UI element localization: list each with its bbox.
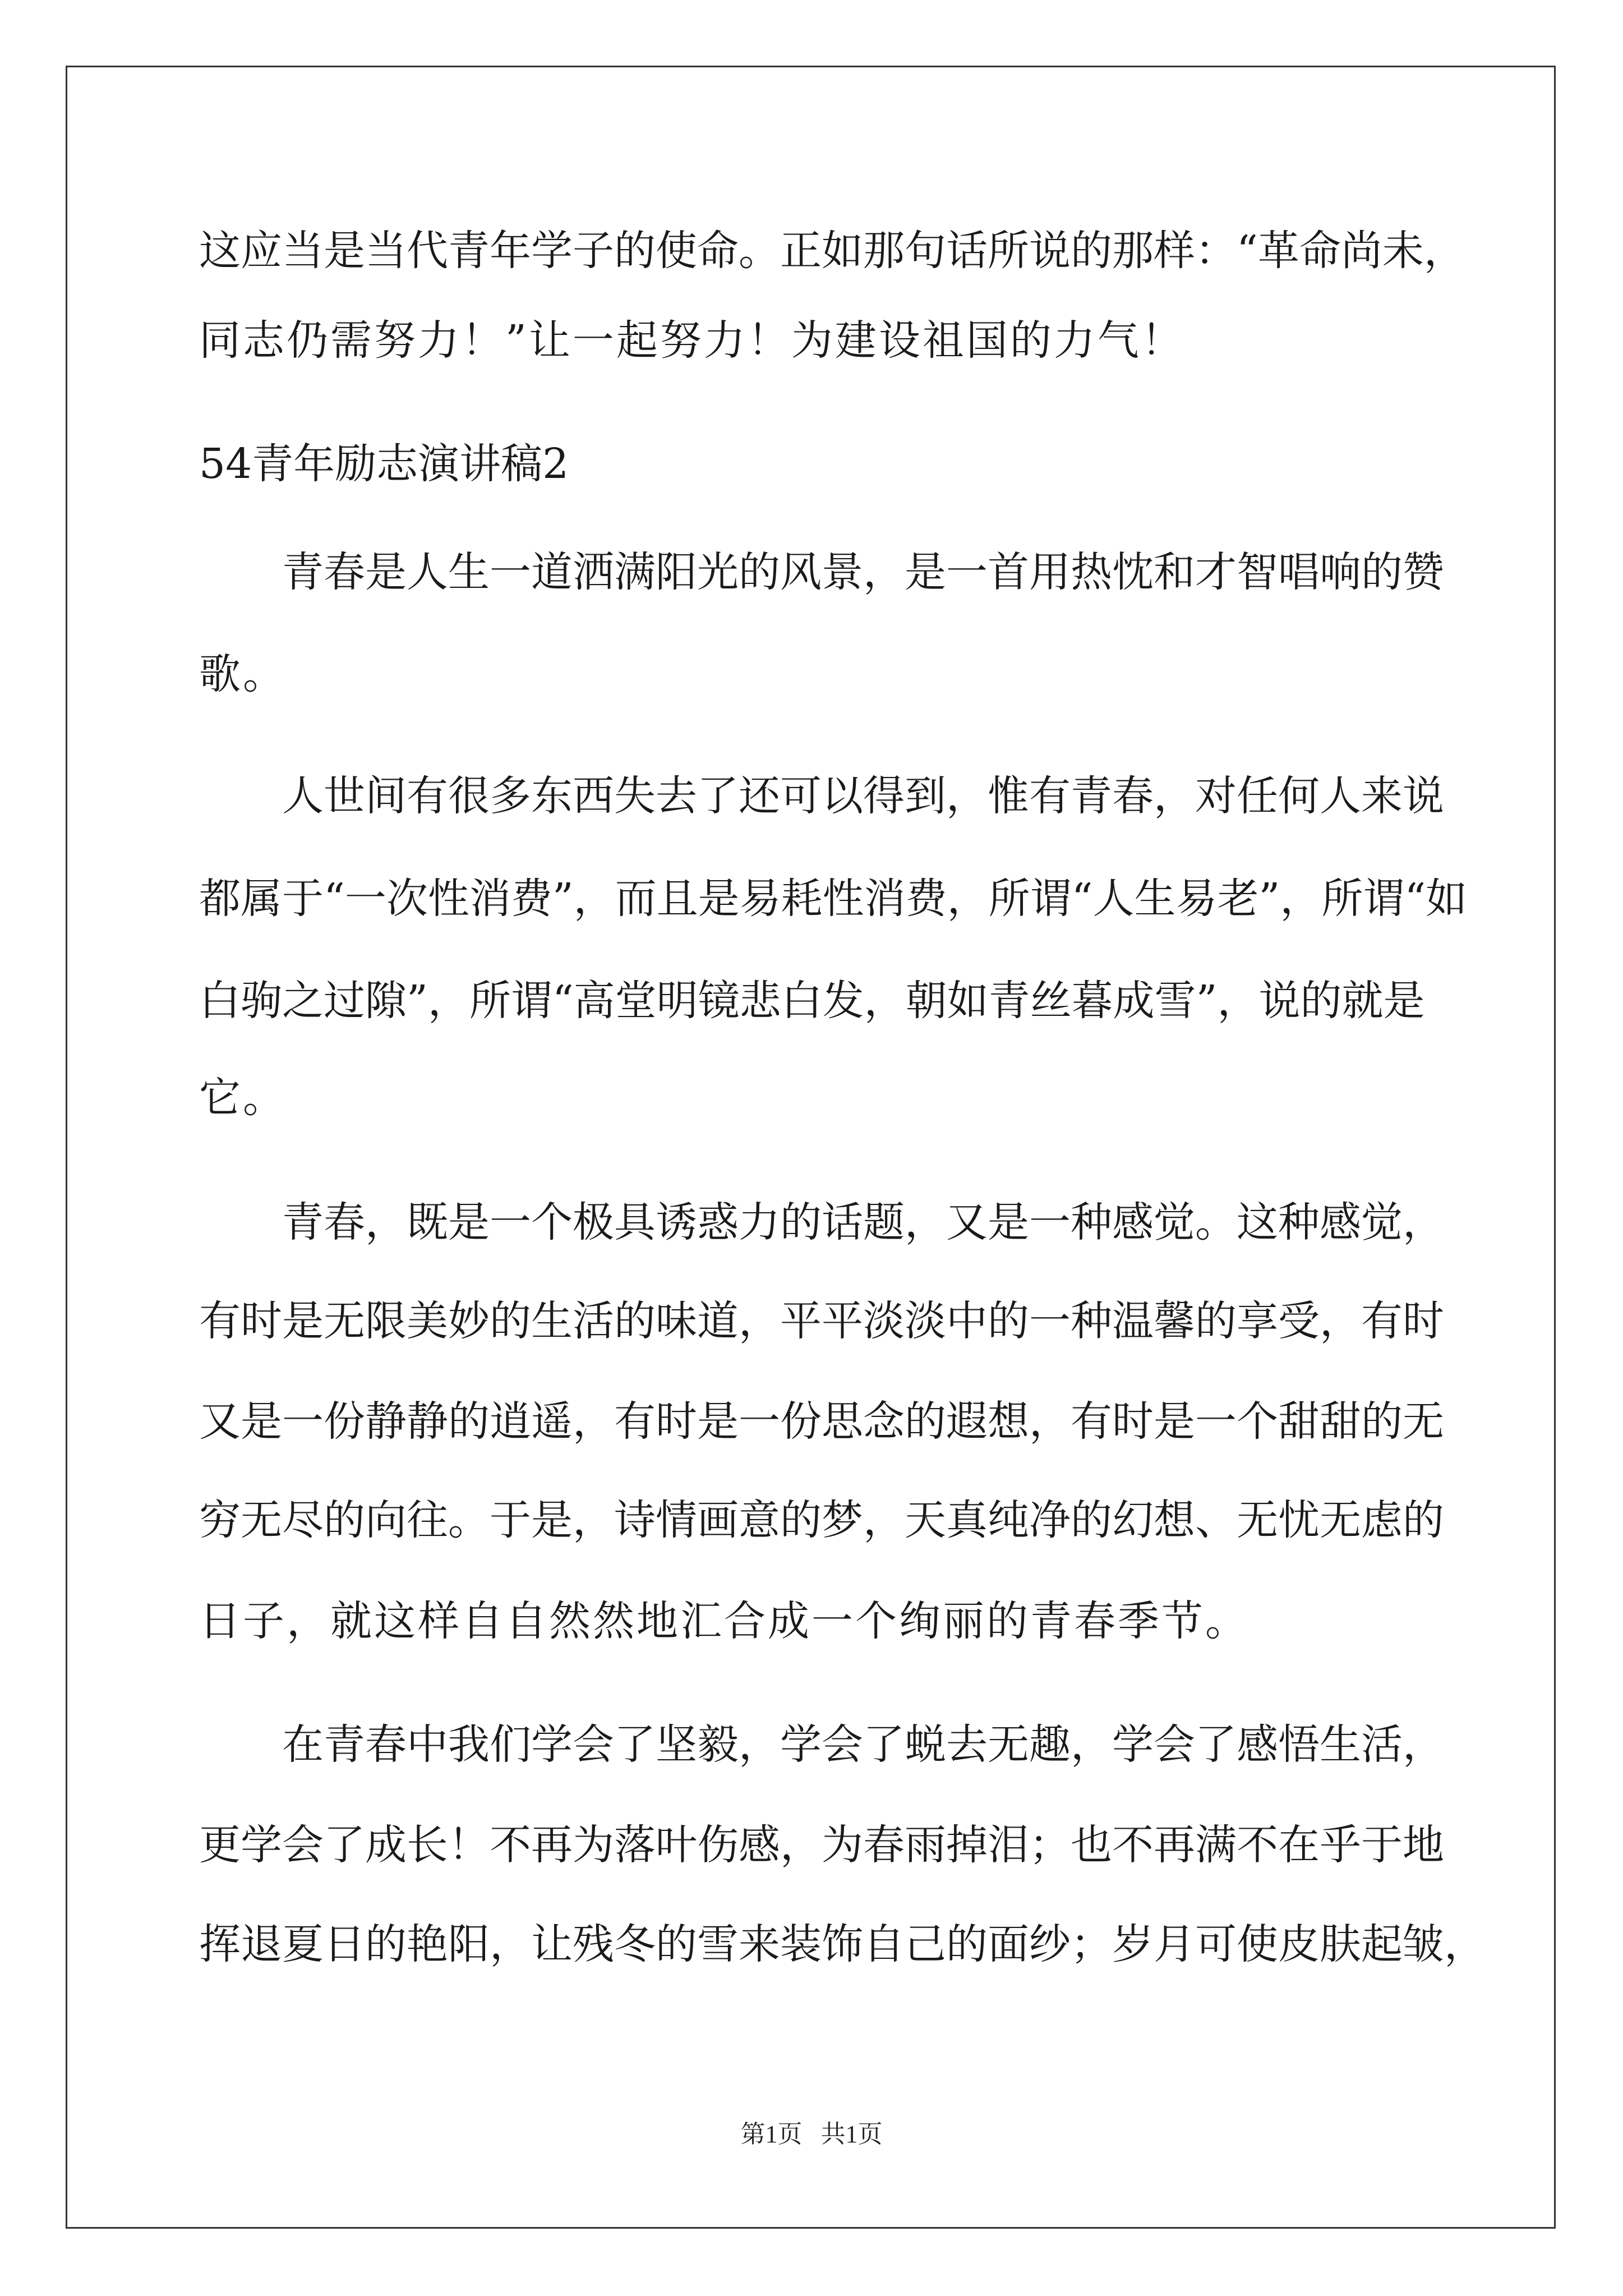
paragraph-first-line: 青春是人生一道洒满阳光的风景，是一首用热忱和才智唱响的赞 xyxy=(282,548,1444,596)
page-border xyxy=(66,66,1556,2229)
body-text-line: 挥退夏日的艳阳，让残冬的雪来装饰自己的面纱；岁月可使皮肤起皱， xyxy=(199,1920,1486,1968)
paragraph-first-line: 青春，既是一个极具诱惑力的话题，又是一种感觉。这种感觉， xyxy=(282,1198,1444,1246)
body-text-line: 它。 xyxy=(199,1074,287,1122)
paragraph-first-line: 在青春中我们学会了坚毅，学会了蜕去无趣，学会了感悟生活， xyxy=(282,1720,1444,1769)
body-text-line: 都属于“一次性消费”，而且是易耗性消费，所谓“人生易老”，所谓“如 xyxy=(199,875,1468,923)
body-text-line: 日子，就这样自自然然地汇合成一个绚丽的青春季节。 xyxy=(199,1597,1249,1645)
body-text-line: 这应当是当代青年学子的使命。正如那句话所说的那样：“革命尚未， xyxy=(199,227,1465,275)
section-heading: 54青年励志演讲稿2 xyxy=(199,440,569,488)
page-footer: 第1页 共1页 xyxy=(740,2120,883,2148)
body-text-line: 有时是无限美妙的生活的味道，平平淡淡中的一种温馨的享受，有时 xyxy=(199,1297,1444,1345)
body-text-line: 穷无尽的向往。于是，诗情画意的梦，天真纯净的幻想、无忧无虑的 xyxy=(199,1496,1444,1544)
body-text-line: 歌。 xyxy=(199,650,287,698)
paragraph-first-line: 人世间有很多东西失去了还可以得到，惟有青春，对任何人来说 xyxy=(282,772,1444,820)
body-text-line: 同志仍需努力！”让一起努力！为建设祖国的力气！ xyxy=(199,316,1185,365)
body-text-line: 白驹之过隙”，所谓“高堂明镜悲白发，朝如青丝暮成雪”，说的就是 xyxy=(199,977,1425,1025)
body-text-line: 又是一份静静的逍遥，有时是一份思念的遐想，有时是一个甜甜的无 xyxy=(199,1397,1444,1446)
body-text-line: 更学会了成长！不再为落叶伤感，为春雨掉泪；也不再满不在乎于地 xyxy=(199,1821,1444,1869)
